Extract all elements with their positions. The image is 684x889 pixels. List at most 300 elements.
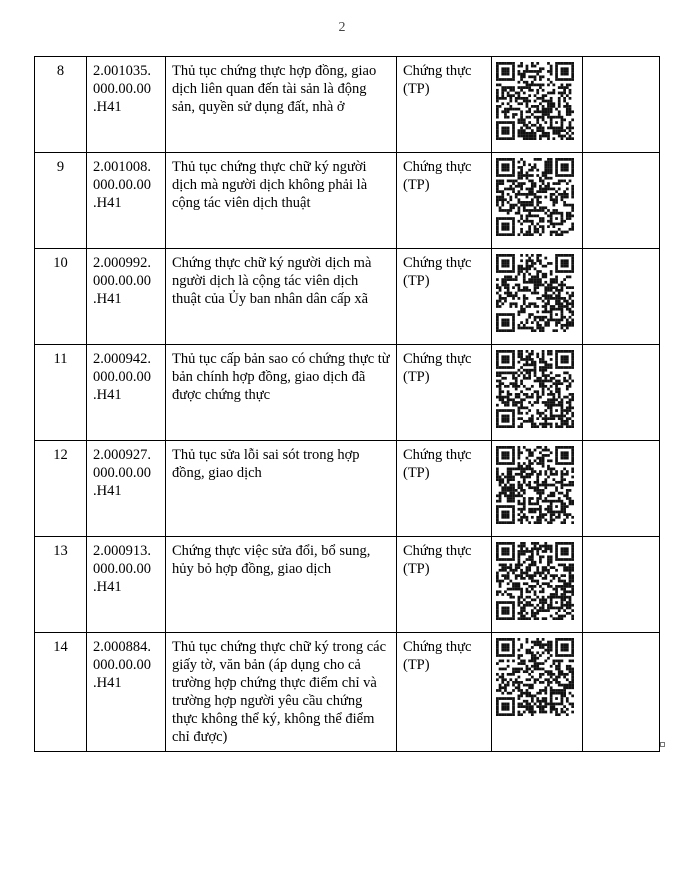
qr-module: [523, 582, 526, 585]
qr-module: [550, 220, 553, 223]
qr-module: [571, 705, 574, 708]
qr-module: [520, 425, 523, 428]
row-number: 14: [35, 633, 87, 752]
qr-module: [542, 127, 545, 130]
qr-module: [571, 171, 574, 174]
qr-module: [569, 406, 572, 409]
qr-module: [536, 547, 539, 550]
qr-module: [563, 511, 566, 514]
qr-module: [531, 585, 534, 588]
qr-module: [536, 692, 539, 695]
qr-module: [531, 89, 534, 92]
qr-module: [501, 358, 504, 361]
qr-module: [509, 89, 512, 92]
qr-module: [504, 713, 507, 716]
qr-module: [518, 190, 521, 193]
qr-module: [542, 225, 545, 228]
qr-module: [526, 641, 529, 644]
qr-module: [555, 681, 558, 684]
qr-module: [520, 508, 523, 511]
qr-module: [504, 451, 507, 454]
qr-module: [555, 382, 558, 385]
qr-module: [542, 94, 545, 97]
qr-module: [571, 380, 574, 383]
qr-module: [563, 553, 566, 556]
qr-module: [571, 454, 574, 457]
qr-module: [520, 75, 523, 78]
qr-module: [526, 259, 529, 262]
qr-module: [566, 604, 569, 607]
qr-module: [531, 209, 534, 212]
qr-module: [539, 561, 542, 564]
qr-module: [496, 92, 499, 95]
qr-module: [566, 214, 569, 217]
qr-module: [569, 462, 572, 465]
qr-module: [501, 321, 504, 324]
qr-module: [512, 449, 515, 452]
qr-module: [526, 327, 529, 330]
qr-module: [499, 396, 502, 399]
qr-module: [571, 163, 574, 166]
qr-module: [523, 73, 526, 76]
qr-module: [499, 521, 502, 524]
qr-module: [561, 684, 564, 687]
qr-module: [509, 270, 512, 273]
qr-module: [563, 609, 566, 612]
qr-module: [523, 86, 526, 89]
qr-module: [571, 590, 574, 593]
qr-module: [552, 129, 555, 132]
qr-module: [536, 127, 539, 130]
qr-module: [526, 350, 529, 353]
qr-module: [512, 350, 515, 353]
qr-module: [544, 519, 547, 522]
qr-module: [504, 361, 507, 364]
qr-module: [563, 420, 566, 423]
qr-module: [542, 711, 545, 714]
qr-module: [520, 486, 523, 489]
qr-module: [558, 401, 561, 404]
qr-module: [563, 558, 566, 561]
qr-module: [531, 188, 534, 191]
qr-module: [496, 601, 499, 604]
qr-module: [531, 451, 534, 454]
qr-module: [518, 668, 521, 671]
qr-module: [566, 423, 569, 426]
qr-module: [512, 670, 515, 673]
qr-module: [520, 489, 523, 492]
qr-module: [561, 217, 564, 220]
qr-module: [539, 700, 542, 703]
qr-module: [566, 188, 569, 191]
qr-module: [534, 489, 537, 492]
qr-module: [542, 705, 545, 708]
qr-module: [550, 262, 553, 265]
qr-module: [499, 174, 502, 177]
qr-module: [528, 617, 531, 620]
qr-module: [569, 670, 572, 673]
qr-module: [526, 201, 529, 204]
qr-module: [507, 121, 510, 124]
qr-module: [528, 417, 531, 420]
qr-module: [569, 97, 572, 100]
qr-module: [571, 406, 574, 409]
qr-module: [534, 486, 537, 489]
qr-module: [531, 705, 534, 708]
qr-module: [544, 361, 547, 364]
qr-module: [507, 116, 510, 119]
qr-module: [526, 67, 529, 70]
qr-module: [539, 78, 542, 81]
qr-module: [571, 684, 574, 687]
qr-module: [501, 486, 504, 489]
qr-module: [547, 163, 550, 166]
qr-module: [520, 254, 523, 257]
qr-module: [550, 692, 553, 695]
qr-module: [507, 355, 510, 358]
qr-module: [555, 78, 558, 81]
qr-module: [501, 284, 504, 287]
qr-module: [528, 660, 531, 663]
qr-module: [563, 550, 566, 553]
qr-module: [509, 174, 512, 177]
qr-module: [552, 577, 555, 580]
qr-module: [544, 316, 547, 319]
qr-module: [542, 572, 545, 575]
qr-module: [531, 174, 534, 177]
qr-module: [563, 646, 566, 649]
qr-module: [571, 446, 574, 449]
qr-module: [569, 446, 572, 449]
qr-module: [536, 519, 539, 522]
qr-module: [539, 180, 542, 183]
qr-module: [512, 500, 515, 503]
qr-module: [536, 204, 539, 207]
qr-module: [558, 300, 561, 303]
qr-module: [542, 108, 545, 111]
qr-module: [552, 662, 555, 665]
qr-module: [507, 254, 510, 257]
qr-module: [526, 550, 529, 553]
qr-module: [518, 355, 521, 358]
qr-module: [534, 572, 537, 575]
qr-module: [501, 569, 504, 572]
qr-module: [569, 500, 572, 503]
qr-code-icon[interactable]: [496, 542, 574, 620]
qr-module: [544, 196, 547, 199]
qr-module: [504, 574, 507, 577]
qr-module: [563, 638, 566, 641]
qr-module: [520, 511, 523, 514]
qr-module: [561, 476, 564, 479]
qr-module: [569, 692, 572, 695]
qr-module: [509, 505, 512, 508]
qr-module: [526, 449, 529, 452]
qr-module: [518, 270, 521, 273]
qr-module: [526, 188, 529, 191]
qr-module: [499, 582, 502, 585]
qr-module: [501, 492, 504, 495]
qr-module: [542, 662, 545, 665]
qr-module: [518, 612, 521, 615]
qr-module: [544, 163, 547, 166]
qr-module: [571, 110, 574, 113]
qr-module: [547, 353, 550, 356]
qr-module: [544, 385, 547, 388]
qr-module: [526, 388, 529, 391]
qr-module: [509, 196, 512, 199]
qr-module: [534, 319, 537, 322]
qr-module: [561, 284, 564, 287]
procedure-name: Thủ tục chứng thực chữ ký người dịch mà người dịch không phải là cộng tác viên dịch thuật: [166, 153, 397, 249]
qr-module: [496, 547, 499, 550]
qr-code-icon[interactable]: [496, 254, 574, 332]
qr-module: [569, 612, 572, 615]
qr-module: [544, 404, 547, 407]
qr-module: [528, 473, 531, 476]
qr-module: [512, 446, 515, 449]
qr-module: [555, 182, 558, 185]
qr-module: [526, 105, 529, 108]
qr-module: [539, 668, 542, 671]
qr-module: [566, 686, 569, 689]
qr-module: [512, 302, 515, 305]
qr-module: [531, 278, 534, 281]
qr-module: [539, 75, 542, 78]
qr-module: [520, 601, 523, 604]
qr-module: [536, 412, 539, 415]
qr-module: [515, 473, 518, 476]
qr-module: [518, 481, 521, 484]
qr-module: [496, 478, 499, 481]
qr-code-icon[interactable]: [496, 446, 574, 524]
qr-module: [499, 462, 502, 465]
qr-module: [544, 276, 547, 279]
qr-module: [512, 513, 515, 516]
qr-module: [496, 604, 499, 607]
qr-module: [520, 231, 523, 234]
qr-module: [539, 423, 542, 426]
qr-module: [499, 182, 502, 185]
qr-module: [520, 564, 523, 567]
qr-module: [528, 225, 531, 228]
qr-module: [547, 319, 550, 322]
qr-module: [507, 500, 510, 503]
qr-module: [528, 190, 531, 193]
qr-module: [544, 206, 547, 209]
qr-module: [566, 204, 569, 207]
qr-module: [544, 500, 547, 503]
qr-module: [504, 276, 507, 279]
qr-module: [544, 566, 547, 569]
qr-module: [566, 590, 569, 593]
qr-module: [561, 478, 564, 481]
qr-module: [536, 457, 539, 460]
qr-module: [569, 180, 572, 183]
qr-module: [501, 542, 504, 545]
qr-module: [536, 310, 539, 313]
qr-code-icon[interactable]: [496, 62, 574, 140]
qr-module: [526, 689, 529, 692]
qr-module: [520, 654, 523, 657]
qr-module: [542, 545, 545, 548]
qr-module: [528, 214, 531, 217]
qr-module: [501, 355, 504, 358]
qr-module: [507, 417, 510, 420]
qr-module: [571, 412, 574, 415]
qr-module: [504, 132, 507, 135]
qr-module: [558, 681, 561, 684]
qr-module: [569, 127, 572, 130]
qr-module: [550, 708, 553, 711]
qr-module: [507, 593, 510, 596]
qr-module: [550, 601, 553, 604]
qr-module: [504, 259, 507, 262]
qr-module: [515, 588, 518, 591]
qr-module: [536, 324, 539, 327]
qr-module: [542, 697, 545, 700]
qr-module: [547, 657, 550, 660]
qr-module: [558, 492, 561, 495]
qr-module: [547, 596, 550, 599]
qr-module: [501, 204, 504, 207]
qr-module: [561, 473, 564, 476]
qr-module: [555, 217, 558, 220]
qr-module: [571, 286, 574, 289]
qr-module: [550, 161, 553, 164]
qr-module: [550, 308, 553, 311]
qr-module: [496, 385, 499, 388]
qr-module: [496, 158, 499, 161]
qr-code-icon[interactable]: [496, 158, 574, 236]
qr-module: [563, 508, 566, 511]
qr-module: [504, 358, 507, 361]
qr-module: [531, 604, 534, 607]
qr-module: [499, 654, 502, 657]
qr-module: [520, 577, 523, 580]
qr-module: [507, 94, 510, 97]
qr-module: [563, 220, 566, 223]
qr-module: [571, 73, 574, 76]
qr-module: [547, 569, 550, 572]
qr-module: [499, 198, 502, 201]
qr-module: [507, 350, 510, 353]
qr-code-icon[interactable]: [496, 350, 574, 428]
qr-module: [558, 585, 561, 588]
qr-module: [499, 668, 502, 671]
qr-module: [496, 612, 499, 615]
qr-module: [512, 363, 515, 366]
qr-module: [501, 550, 504, 553]
qr-module: [536, 254, 539, 257]
qr-module: [504, 689, 507, 692]
qr-module: [528, 449, 531, 452]
qr-module: [563, 593, 566, 596]
qr-module: [542, 607, 545, 610]
qr-module: [561, 617, 564, 620]
qr-module: [515, 377, 518, 380]
qr-module: [499, 686, 502, 689]
qr-module: [499, 305, 502, 308]
qr-module: [496, 329, 499, 332]
qr-module: [536, 521, 539, 524]
qr-module: [536, 353, 539, 356]
qr-module: [566, 412, 569, 415]
qr-module: [520, 86, 523, 89]
qr-module: [542, 590, 545, 593]
qr-module: [569, 425, 572, 428]
qr-module: [550, 423, 553, 426]
qr-module: [566, 73, 569, 76]
qr-module: [550, 401, 553, 404]
qr-module: [547, 476, 550, 479]
qr-module: [561, 502, 564, 505]
qr-module: [542, 374, 545, 377]
qr-module: [518, 70, 521, 73]
qr-module: [520, 350, 523, 353]
qr-module: [509, 558, 512, 561]
qr-module: [558, 393, 561, 396]
qr-module: [528, 481, 531, 484]
qr-module: [496, 135, 499, 138]
qr-code-icon[interactable]: [496, 638, 574, 716]
qr-module: [496, 305, 499, 308]
qr-module: [563, 67, 566, 70]
qr-module: [512, 75, 515, 78]
qr-module: [571, 398, 574, 401]
qr-module: [504, 198, 507, 201]
qr-module: [512, 385, 515, 388]
qr-module: [542, 516, 545, 519]
qr-module: [539, 70, 542, 73]
qr-module: [504, 137, 507, 140]
qr-module: [571, 638, 574, 641]
qr-module: [561, 574, 564, 577]
qr-module: [566, 388, 569, 391]
qr-module: [520, 681, 523, 684]
qr-module: [518, 545, 521, 548]
qr-module: [496, 220, 499, 223]
qr-module: [496, 324, 499, 327]
qr-module: [539, 177, 542, 180]
qr-module: [561, 118, 564, 121]
qr-module: [534, 135, 537, 138]
qr-module: [539, 361, 542, 364]
qr-module: [563, 358, 566, 361]
qr-module: [509, 302, 512, 305]
qr-module: [528, 135, 531, 138]
qr-module: [555, 617, 558, 620]
qr-module: [571, 593, 574, 596]
qr-module: [571, 585, 574, 588]
qr-module: [542, 617, 545, 620]
qr-module: [518, 582, 521, 585]
qr-module: [552, 188, 555, 191]
qr-module: [507, 390, 510, 393]
procedure-field: Chứng thực (TP): [397, 249, 492, 345]
qr-module: [566, 497, 569, 500]
qr-module: [555, 233, 558, 236]
qr-module: [550, 92, 553, 95]
qr-module: [563, 423, 566, 426]
qr-module: [520, 542, 523, 545]
qr-module: [499, 196, 502, 199]
qr-module: [555, 300, 558, 303]
qr-module: [520, 662, 523, 665]
qr-module: [542, 459, 545, 462]
qr-module: [558, 513, 561, 516]
qr-module: [528, 278, 531, 281]
